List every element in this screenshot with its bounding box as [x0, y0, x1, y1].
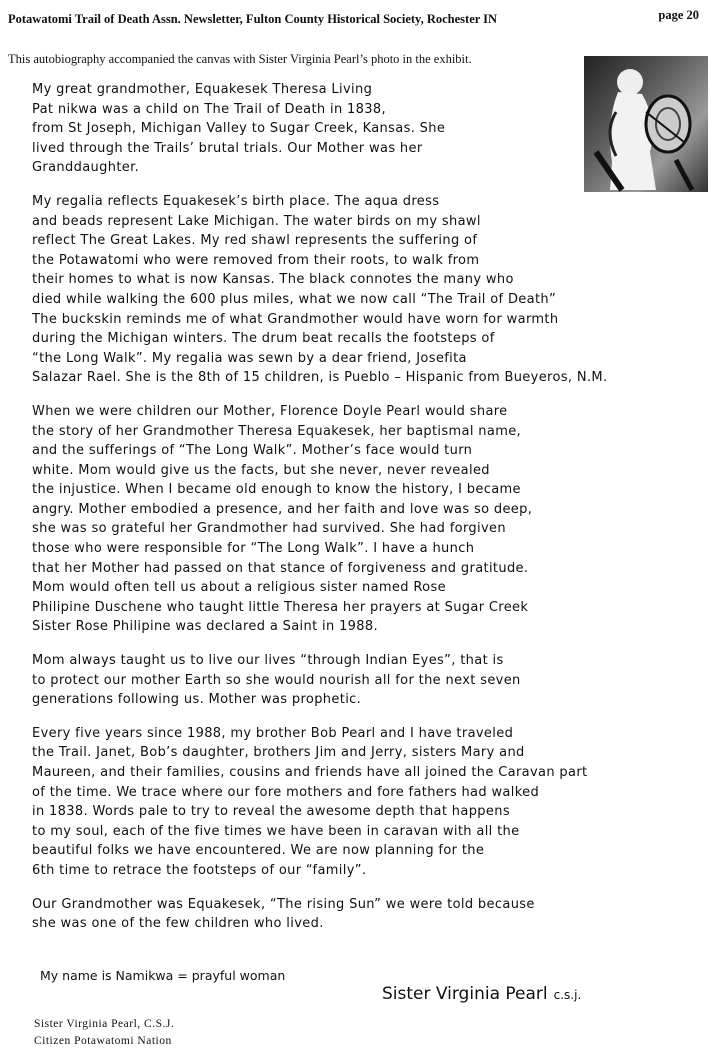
letter-line: she was so grateful her Grandmother had survived. She had forgiven — [32, 521, 506, 537]
letter-paragraph — [32, 724, 662, 881]
letter-line: white. Mom would give us the facts, but she never, never revealed — [32, 462, 490, 478]
letter-line: the story of her Grandmother Theresa Equakesek, her baptismal name, — [32, 423, 522, 439]
letter-line: Granddaughter. — [32, 160, 140, 176]
letter-paragraph — [32, 651, 662, 710]
letter-line: to my soul, each of the five times we have been in caravan with all the — [32, 823, 520, 839]
letter-line: and the sufferings of “The Long Walk”. Mother’s face would turn — [32, 443, 473, 459]
letter-line: she was one of the few children who lived. — [32, 916, 324, 932]
letter-line: My regalia reflects Equakesek’s birth place. The aqua dress — [32, 193, 440, 209]
page-number: page 20 — [658, 8, 699, 22]
letter-line: Mom always taught us to live our lives “through Indian Eyes”, that is — [32, 653, 504, 669]
letter-line: that her Mother had passed on that stance of forgiveness and gratitude. — [32, 560, 529, 576]
newsletter-title: Potawatomi Trail of Death Assn. Newsletter, Fulton County Historical Society, Rochester IN — [8, 12, 498, 26]
letter-line: When we were children our Mother, Florence Doyle Pearl would share — [32, 403, 508, 419]
letter-line: generations following us. Mother was prophetic. — [32, 692, 362, 708]
letter-line: lived through the Trails’ brutal trials. Our Mother was her — [32, 140, 423, 156]
letter-line: the Potawatomi who were removed from their roots, to walk from — [32, 252, 480, 268]
author-nation: Citizen Potawatomi Nation — [34, 1035, 172, 1047]
signature-suffix: c.s.j. — [553, 988, 582, 1002]
letter-paragraph — [32, 895, 662, 934]
letter-paragraph — [32, 192, 662, 388]
letter-line: Pat nikwa was a child on The Trail of Death in 1838, — [32, 101, 386, 117]
letter-line: Sister Rose Philipine was declared a Saint in 1988. — [32, 619, 379, 635]
newsletter-header — [8, 8, 711, 28]
letter-line: angry. Mother embodied a presence, and her faith and love was so deep, — [32, 501, 533, 517]
letter-line: My great grandmother, Equakesek Theresa Living — [32, 82, 373, 97]
letter-line: Maureen, and their families, cousins and friends have all joined the Caravan part — [32, 765, 588, 780]
letter-line: the Trail. Janet, Bob’s daughter, brothers Jim and Jerry, sisters Mary and — [32, 745, 525, 761]
letter-line: Mom would often tell us about a religious sister named Rose — [32, 580, 446, 596]
letter-line: Our Grandmother was Equakesek, “The rising Sun” we were told because — [32, 896, 535, 912]
letter-line: The buckskin reminds me of what Grandmother would have worn for warmth — [32, 311, 559, 327]
letter-paragraph — [32, 80, 662, 178]
letter-line: in 1838. Words pale to try to reveal the awesome depth that happens — [32, 804, 510, 820]
letter-line: 6th time to retrace the footsteps of our “family”. — [32, 862, 367, 878]
handwritten-letter — [32, 80, 662, 948]
letter-line: died while walking the 600 plus miles, what we now call “The Trail of Death” — [32, 291, 557, 307]
letter-line: during the Michigan winters. The drum beat recalls the footsteps of — [32, 331, 495, 347]
letter-line: of the time. We trace where our fore mothers and fore fathers had walked — [32, 784, 540, 800]
letter-paragraph — [32, 402, 662, 637]
letter-line: Philipine Duschene who taught little Theresa her prayers at Sugar Creek — [32, 599, 529, 615]
letter-line: beautiful folks we have encountered. We are now planning for the — [32, 843, 485, 859]
letter-line: those who were responsible for “The Long Walk”. I have a hunch — [32, 541, 475, 557]
signature-name: Sister Virginia Pearl — [382, 984, 548, 1004]
exhibit-caption: This autobiography accompanied the canvas with Sister Virginia Pearl’s photo in the exhibit. — [8, 52, 472, 66]
letter-line: from St Joseph, Michigan Valley to Sugar Creek, Kansas. She — [32, 121, 446, 137]
name-meaning: My name is Namikwa = prayful woman — [40, 968, 286, 983]
author-name: Sister Virginia Pearl, C.S.J. — [34, 1018, 175, 1030]
letter-line: “the Long Walk”. My regalia was sewn by a dear friend, Josefita — [32, 350, 467, 366]
letter-line: reflect The Great Lakes. My red shawl represents the suffering of — [32, 233, 478, 249]
letter-line: to protect our mother Earth so she would nourish all for the next seven — [32, 672, 521, 688]
letter-line: Every five years since 1988, my brother Bob Pearl and I have traveled — [32, 725, 514, 741]
signature — [382, 984, 581, 1004]
author-credit — [34, 1016, 174, 1050]
letter-line: the injustice. When I became old enough to know the history, I became — [32, 482, 521, 498]
letter-line: Salazar Rael. She is the 8th of 15 children, is Pueblo – Hispanic from Bueyeros, N.M. — [32, 370, 608, 386]
letter-line: their homes to what is now Kansas. The black connotes the many who — [32, 272, 514, 288]
letter-line: and beads represent Lake Michigan. The water birds on my shawl — [32, 213, 481, 229]
